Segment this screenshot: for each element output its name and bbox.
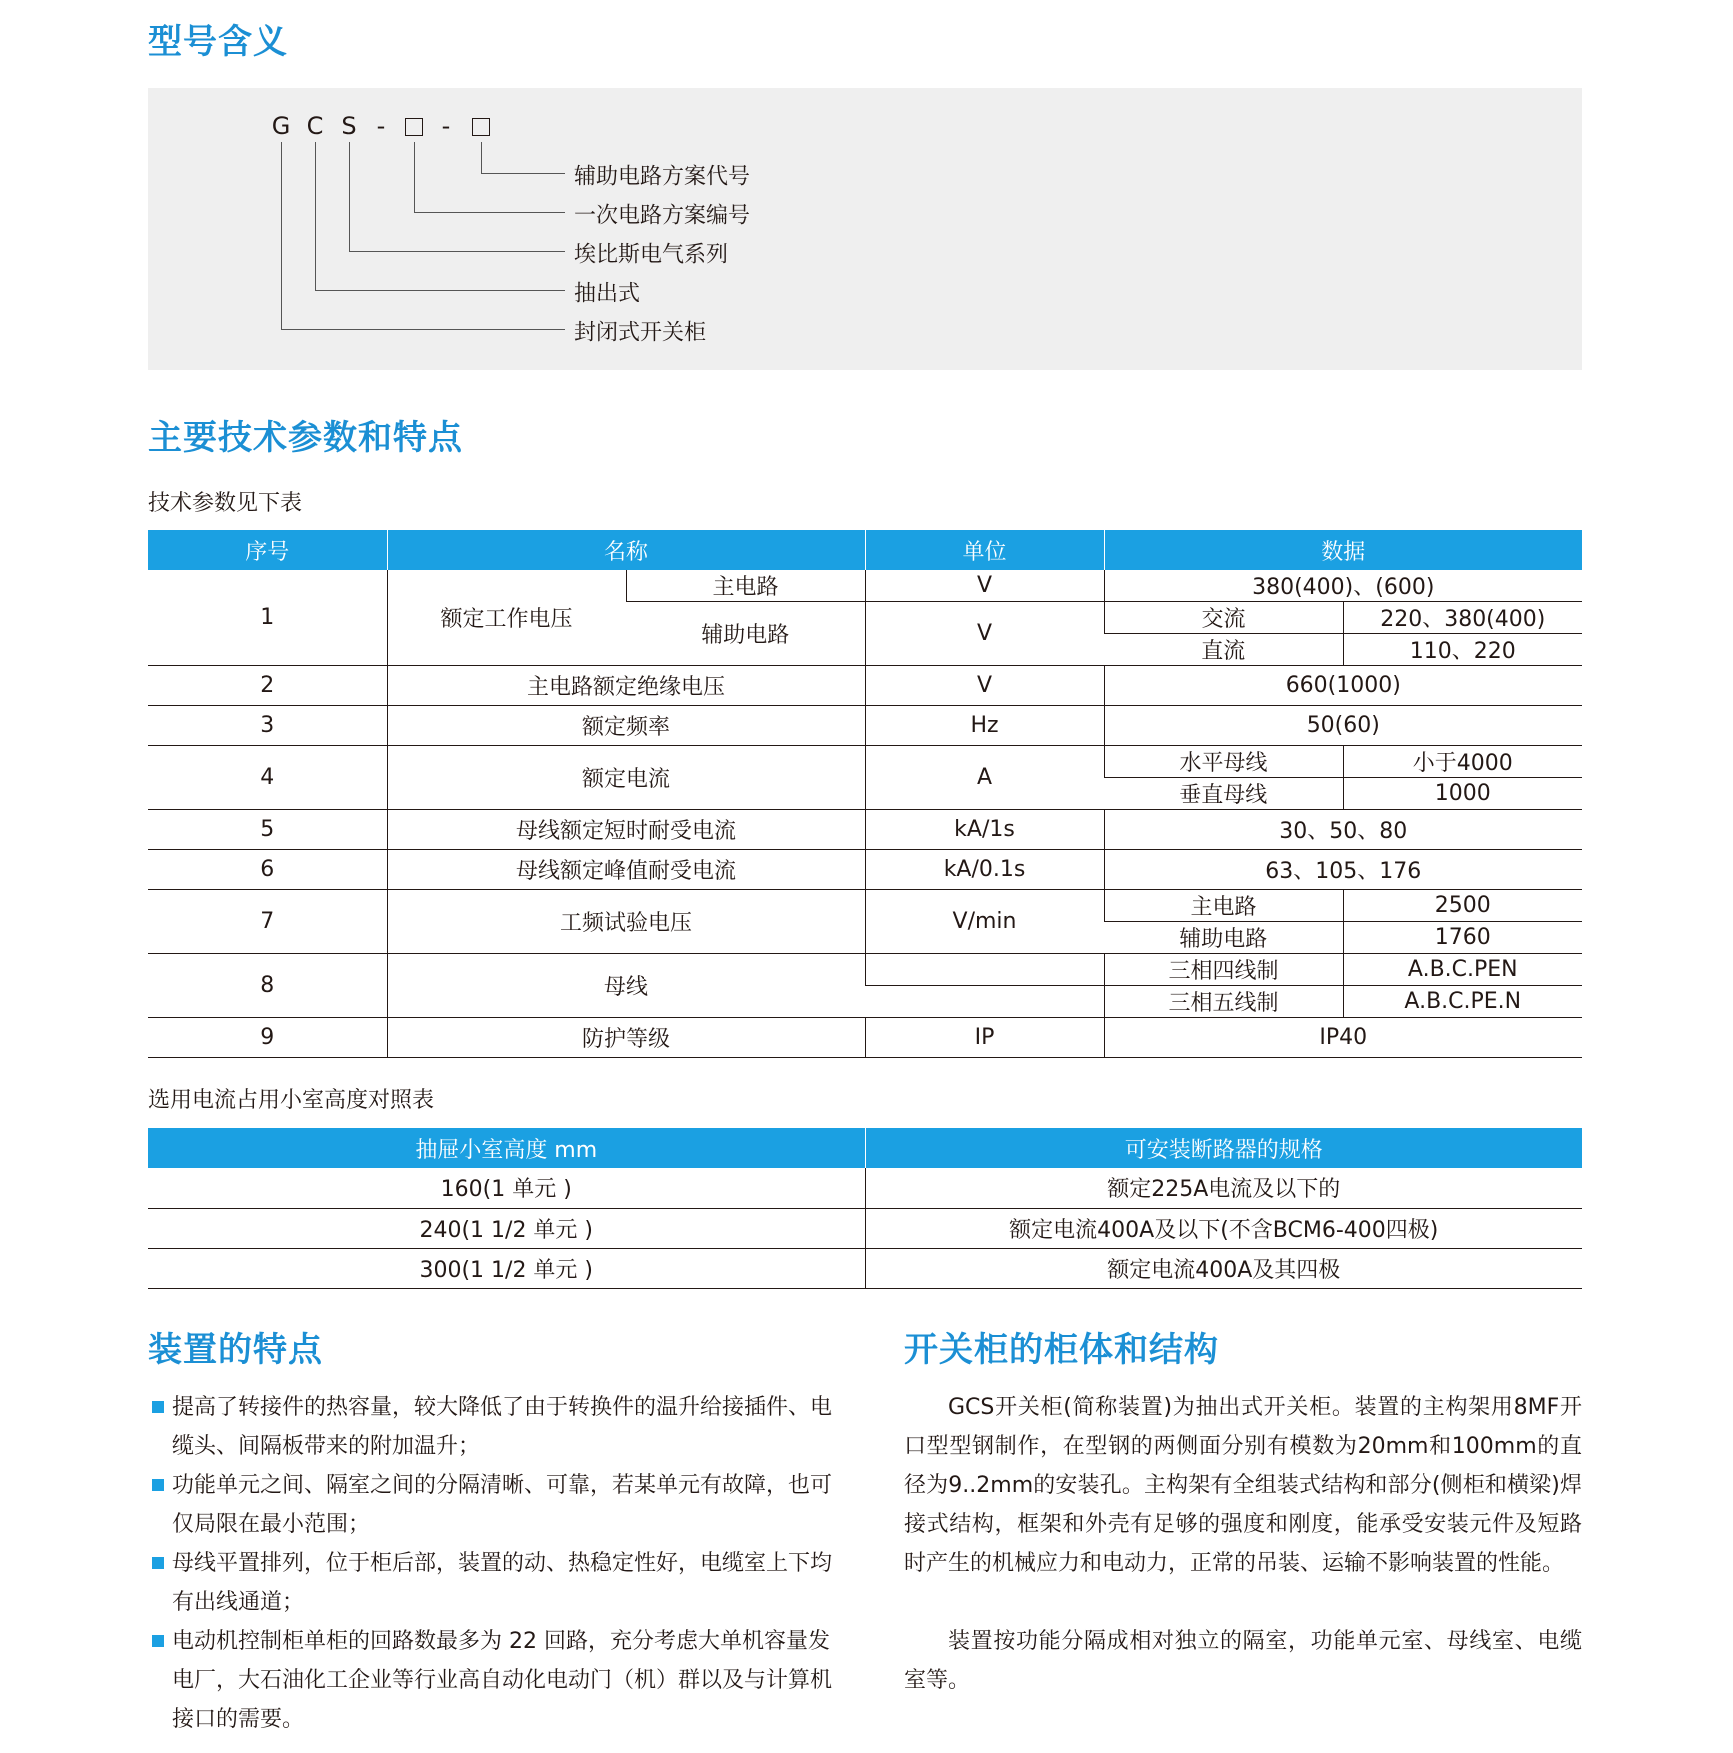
row-value: 220、380(400) bbox=[1343, 602, 1582, 634]
row-value: IP40 bbox=[1104, 1018, 1582, 1058]
list-item: 母线平置排列，位于柜后部，装置的动、热稳定性好，电缆室上下均有出线通道； bbox=[150, 1544, 840, 1622]
params-header-row bbox=[148, 530, 1582, 570]
row-sublabel: 三相四线制 bbox=[1104, 954, 1343, 986]
row-unit-empty bbox=[865, 954, 1104, 986]
row-no: 9 bbox=[148, 1018, 387, 1058]
row-no: 3 bbox=[148, 706, 387, 746]
row-unit: V bbox=[865, 666, 1104, 706]
row-name: 额定电流 bbox=[387, 746, 865, 810]
table-row bbox=[148, 1168, 1582, 1208]
structure-paragraph-1: GCS开关柜(简称装置)为抽出式开关柜。装置的主构架用8MF开口型型钢制作，在型钢的两侧面分别有模数为20mm和100mm的直径为9..2mm的安装孔。主构架有全组装式结构和部分(侧柜和横梁)焊接式结构，框架和外壳有足够的强度和刚度，能承受安装元件及短路时产生的机械应力和电动力，正常的吊装、运输不影响装置的性能。 bbox=[904, 1395, 1582, 1576]
header-breaker-spec: 可安装断路器的规格 bbox=[865, 1128, 1582, 1168]
row-unit: V bbox=[865, 602, 1104, 666]
row-value: 30、50、80 bbox=[1104, 810, 1582, 850]
table-row bbox=[148, 1208, 1582, 1248]
row-name: 额定工作电压 bbox=[387, 570, 626, 666]
row-value: A.B.C.PEN bbox=[1343, 954, 1582, 986]
row-unit: Hz bbox=[865, 706, 1104, 746]
row-no: 4 bbox=[148, 746, 387, 810]
features-list bbox=[150, 1388, 840, 1739]
row-sublabel: 三相五线制 bbox=[1104, 986, 1343, 1018]
row-sublabel: 辅助电路 bbox=[1104, 922, 1343, 954]
params-table bbox=[148, 530, 1582, 1058]
row-value: 660(1000) bbox=[1104, 666, 1582, 706]
table-row bbox=[148, 850, 1582, 890]
row-value: 1000 bbox=[1343, 778, 1582, 810]
row-no: 6 bbox=[148, 850, 387, 890]
square-bullet-icon bbox=[152, 1401, 164, 1413]
row-unit: V/min bbox=[865, 890, 1104, 954]
code-letter-s: S bbox=[341, 112, 357, 140]
header-data: 数据 bbox=[1104, 530, 1582, 570]
code-letter-g: G bbox=[271, 112, 291, 140]
row-unit: kA/1s bbox=[865, 810, 1104, 850]
table-row bbox=[148, 1248, 1582, 1288]
row-unit: kA/0.1s bbox=[865, 850, 1104, 890]
params-caption: 技术参数见下表 bbox=[148, 491, 303, 516]
row-value: 2500 bbox=[1343, 890, 1582, 922]
table-row bbox=[148, 666, 1582, 706]
header-unit: 单位 bbox=[865, 530, 1104, 570]
structure-paragraph-2: 装置按功能分隔成相对独立的隔室，功能单元室、母线室、电缆室等。 bbox=[904, 1629, 1582, 1693]
row-name: 主电路额定绝缘电压 bbox=[387, 666, 865, 706]
list-item: 功能单元之间、隔室之间的分隔清晰、可靠，若某单元有故障，也可仅局限在最小范围； bbox=[150, 1466, 840, 1544]
row-sublabel: 主电路 bbox=[1104, 890, 1343, 922]
table-row bbox=[148, 706, 1582, 746]
row-sublabel: 交流 bbox=[1104, 602, 1343, 634]
meaning-aux-circuit: 辅助电路方案代号 bbox=[574, 164, 751, 190]
model-heading: 型号含义 bbox=[148, 22, 288, 62]
row-no: 8 bbox=[148, 954, 387, 1018]
code-dash-1: - bbox=[376, 112, 386, 140]
row-value: 1760 bbox=[1343, 922, 1582, 954]
row-value: 小于4000 bbox=[1343, 746, 1582, 778]
row-value: 63、105、176 bbox=[1104, 850, 1582, 890]
drawer-header-row bbox=[148, 1128, 1582, 1168]
row-subname: 辅助电路 bbox=[626, 602, 865, 666]
list-item: 电动机控制柜单柜的回路数最多为 22 回路，充分考虑大单机容量发电厂，大石油化工企业等行业高自动化电动门（机）群以及与计算机接口的需要。 bbox=[150, 1622, 840, 1739]
row-no: 7 bbox=[148, 890, 387, 954]
row-name: 工频试验电压 bbox=[387, 890, 865, 954]
row-name: 母线额定短时耐受电流 bbox=[387, 810, 865, 850]
row-value: 50(60) bbox=[1104, 706, 1582, 746]
square-bullet-icon bbox=[152, 1635, 164, 1647]
row-no: 1 bbox=[148, 570, 387, 666]
structure-heading: 开关柜的柜体和结构 bbox=[904, 1330, 1219, 1370]
features-heading: 装置的特点 bbox=[148, 1330, 323, 1370]
code-placeholder-primary bbox=[405, 118, 423, 136]
row-name: 额定频率 bbox=[387, 706, 865, 746]
row-name: 防护等级 bbox=[387, 1018, 865, 1058]
drawer-height: 240(1 1/2 单元 ) bbox=[148, 1208, 865, 1248]
table-row bbox=[148, 890, 1582, 922]
params-heading: 主要技术参数和特点 bbox=[148, 418, 463, 458]
header-name: 名称 bbox=[387, 530, 865, 570]
drawer-spec: 额定电流400A及其四极 bbox=[865, 1248, 1582, 1288]
row-unit: A bbox=[865, 746, 1104, 810]
drawer-height: 300(1 1/2 单元 ) bbox=[148, 1248, 865, 1288]
header-height: 抽屉小室高度 mm bbox=[148, 1128, 865, 1168]
meaning-enclosed: 封闭式开关柜 bbox=[574, 320, 707, 346]
row-unit: IP bbox=[865, 1018, 1104, 1058]
code-placeholder-aux bbox=[472, 118, 490, 136]
row-unit-empty bbox=[865, 986, 1104, 1018]
drawer-caption: 选用电流占用小室高度对照表 bbox=[148, 1088, 435, 1113]
row-value: A.B.C.PE.N bbox=[1343, 986, 1582, 1018]
table-row bbox=[148, 1018, 1582, 1058]
code-letter-c: C bbox=[306, 112, 324, 140]
row-subname: 主电路 bbox=[626, 570, 865, 602]
table-row bbox=[148, 954, 1582, 986]
row-sublabel: 直流 bbox=[1104, 634, 1343, 666]
drawer-spec: 额定电流400A及以下(不含BCM6-400四极) bbox=[865, 1208, 1582, 1248]
row-unit: V bbox=[865, 570, 1104, 602]
code-dash-2: - bbox=[441, 112, 451, 140]
drawer-table bbox=[148, 1128, 1582, 1289]
row-no: 5 bbox=[148, 810, 387, 850]
row-name: 母线额定峰值耐受电流 bbox=[387, 850, 865, 890]
table-row bbox=[148, 570, 1582, 602]
header-no: 序号 bbox=[148, 530, 387, 570]
list-item: 提高了转接件的热容量，较大降低了由于转换件的温升给接插件、电缆头、间隔板带来的附加温升； bbox=[150, 1388, 840, 1466]
row-sublabel: 水平母线 bbox=[1104, 746, 1343, 778]
table-row bbox=[148, 746, 1582, 778]
row-sublabel: 垂直母线 bbox=[1104, 778, 1343, 810]
square-bullet-icon bbox=[152, 1557, 164, 1569]
square-bullet-icon bbox=[152, 1479, 164, 1491]
meaning-primary-circuit: 一次电路方案编号 bbox=[574, 203, 751, 229]
row-value: 110、220 bbox=[1343, 634, 1582, 666]
row-name: 母线 bbox=[387, 954, 865, 1018]
row-no: 2 bbox=[148, 666, 387, 706]
drawer-height: 160(1 单元 ) bbox=[148, 1168, 865, 1208]
leader-line-g bbox=[281, 142, 565, 330]
meaning-withdrawable: 抽出式 bbox=[574, 281, 641, 307]
drawer-spec: 额定225A电流及以下的 bbox=[865, 1168, 1582, 1208]
meaning-series: 埃比斯电气系列 bbox=[574, 242, 729, 268]
table-row bbox=[148, 810, 1582, 850]
row-value: 380(400)、(600) bbox=[1104, 570, 1582, 602]
model-code-diagram bbox=[148, 88, 1582, 370]
